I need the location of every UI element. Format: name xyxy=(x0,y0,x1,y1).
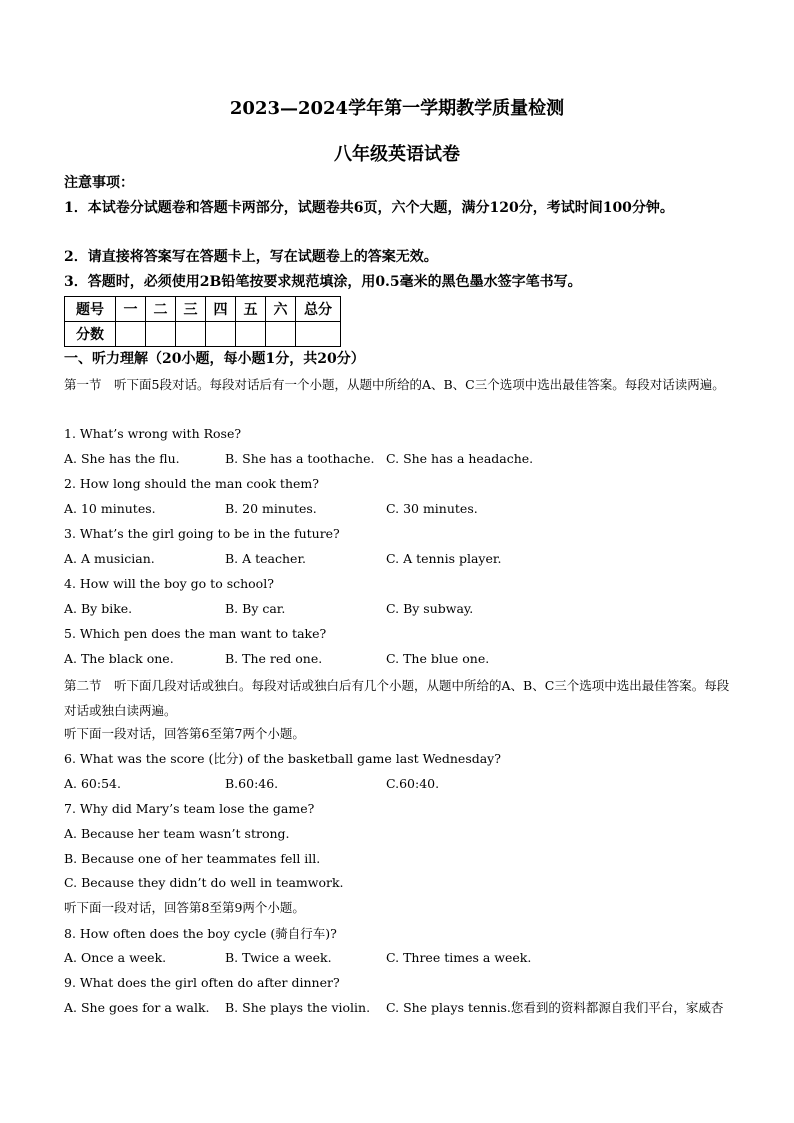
instructions-q8-q9: 听下面一段对话，回答第8至第9两个小题。 xyxy=(64,900,305,915)
notice-item-3: 3．答题时，必须使用2B铅笔按要求规范填涂，用0.5毫米的黑色墨水签字笔书写。 xyxy=(64,274,582,290)
question-4-stem: 4. How will the boy go to school? xyxy=(64,576,274,591)
table-cell: 二 xyxy=(146,297,176,322)
question-3-option-c: C. A tennis player. xyxy=(386,551,502,566)
question-9-option-c: C. She plays tennis.您看到的资料都源自我们平台，家威杏 xyxy=(386,1000,724,1015)
exam-title: 2023—2024学年第一学期教学质量检测 xyxy=(229,98,565,119)
question-5-option-c: C. The blue one. xyxy=(386,651,490,666)
question-5-option-a: A. The black one. xyxy=(64,651,174,666)
score-cell xyxy=(296,322,341,347)
question-7-option-a: A. Because her team wasn’t strong. xyxy=(64,826,290,841)
question-9-stem: 9. What does the girl often do after dinner? xyxy=(64,975,340,990)
score-table xyxy=(64,296,341,347)
table-cell: 题号 xyxy=(65,297,116,322)
question-2-stem: 2. How long should the man cook them? xyxy=(64,476,319,491)
table-cell: 总分 xyxy=(296,297,341,322)
notice-heading: 注意事项： xyxy=(64,175,134,191)
question-3-stem: 3. What’s the girl going to be in the future? xyxy=(64,526,340,541)
question-2-option-b: B. 20 minutes. xyxy=(225,501,317,516)
question-7-option-c: C. Because they didn’t do well in teamwork. xyxy=(64,875,344,890)
question-3-option-a: A. A musician. xyxy=(64,551,155,566)
question-5-stem: 5. Which pen does the man want to take? xyxy=(64,626,327,641)
question-8-option-b: B. Twice a week. xyxy=(225,950,332,965)
question-8-option-c: C. Three times a week. xyxy=(386,950,532,965)
instructions-q6-q7: 听下面一段对话，回答第6至第7两个小题。 xyxy=(64,726,305,741)
question-8-stem: 8. How often does the boy cycle (骑自行车)? xyxy=(64,926,337,941)
question-8-option-a: A. Once a week. xyxy=(64,950,167,965)
question-6-option-b: B.60:46. xyxy=(225,776,279,791)
exam-subtitle: 八年级英语试卷 xyxy=(334,144,460,165)
question-4-option-b: B. By car. xyxy=(225,601,286,616)
score-cell xyxy=(266,322,296,347)
score-cell xyxy=(146,322,176,347)
question-5-option-b: B. The red one. xyxy=(225,651,323,666)
table-cell: 六 xyxy=(266,297,296,322)
question-1-stem: 1. What’s wrong with Rose? xyxy=(64,426,242,441)
question-7-option-b: B. Because one of her teammates fell ill. xyxy=(64,851,321,866)
question-2-option-c: C. 30 minutes. xyxy=(386,501,478,516)
question-7-stem: 7. Why did Mary’s team lose the game? xyxy=(64,801,315,816)
table-cell: 三 xyxy=(176,297,206,322)
table-cell: 四 xyxy=(206,297,236,322)
part1-heading: 一、听力理解（20小题，每小题1分，共20分） xyxy=(64,351,365,367)
question-6-stem: 6. What was the score (比分) of the basketball game last Wednesday? xyxy=(64,751,501,766)
question-6-option-c: C.60:40. xyxy=(386,776,440,791)
score-cell xyxy=(176,322,206,347)
score-cell xyxy=(206,322,236,347)
question-4-option-a: A. By bike. xyxy=(64,601,133,616)
question-2-option-a: A. 10 minutes. xyxy=(64,501,156,516)
question-6-option-a: A. 60:54. xyxy=(64,776,121,791)
question-4-option-c: C. By subway. xyxy=(386,601,474,616)
notice-item-1: 1．本试卷分试题卷和答题卡两部分，试题卷共6页，六个大题，满分120分，考试时间100分钟。 xyxy=(64,200,674,216)
score-table-score-row xyxy=(65,322,341,347)
score-cell xyxy=(236,322,266,347)
score-table-header-row xyxy=(65,297,341,322)
section2-instructions: 第二节 听下面几段对话或独白。每段对话或独白后有几个小题，从题中所给的A、B、C三个选项中选出最佳答案。每段对话或独白读两遍。 xyxy=(64,678,730,718)
question-3-option-b: B. A teacher. xyxy=(225,551,307,566)
notice-item-2: 2．请直接将答案写在答题卡上，写在试题卷上的答案无效。 xyxy=(64,249,438,265)
question-1-option-b: B. She has a toothache. xyxy=(225,451,375,466)
section1-instructions: 第一节 听下面5段对话。每段对话后有一个小题，从题中所给的A、B、C三个选项中选出最佳答案。每段对话读两遍。 xyxy=(64,377,725,392)
question-1-option-c: C. She has a headache. xyxy=(386,451,534,466)
question-1-option-a: A. She has the flu. xyxy=(64,451,180,466)
question-9-option-b: B. She plays the violin. xyxy=(225,1000,371,1015)
table-cell: 分数 xyxy=(65,322,116,347)
table-cell: 五 xyxy=(236,297,266,322)
table-cell: 一 xyxy=(116,297,146,322)
question-9-option-a: A. She goes for a walk. xyxy=(64,1000,210,1015)
score-cell xyxy=(116,322,146,347)
